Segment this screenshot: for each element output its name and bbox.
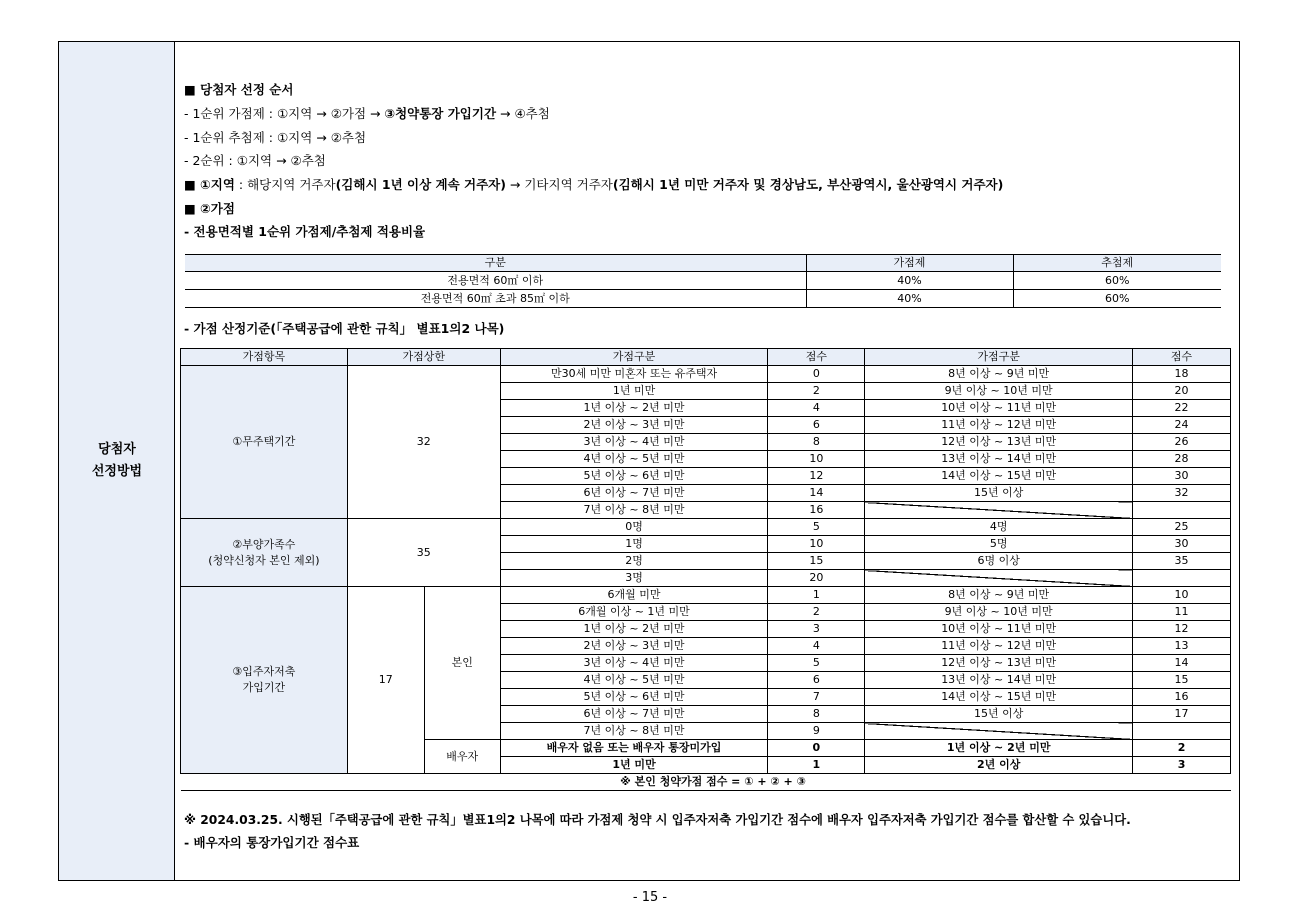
- score-criteria-table: [180, 348, 1231, 791]
- section-label: [59, 439, 175, 483]
- score-formula: ※ 본인 청약가점 점수 = ① + ② + ③: [500, 774, 1230, 791]
- self-label: 본인: [424, 587, 500, 740]
- table-row: 1년 미만 1 2년 이상 3: [181, 757, 1231, 774]
- ratio-header-lottery: 추첨제: [1013, 255, 1221, 272]
- table-row: 1년 미만 2 9년 이상 ~ 10년 미만 20: [181, 383, 1231, 400]
- rank1-lottery-line: - 1순위 추첨제 : ①지역 → ②추첨: [184, 130, 367, 145]
- table-row: ②부양가족수 (청약신청자 본인 제외) 35 0명 5 4명 25: [181, 519, 1231, 536]
- table-row: 3년 이상 ~ 4년 미만 5 12년 이상 ~ 13년 미만 14: [181, 655, 1231, 672]
- table-row: 4년 이상 ~ 5년 미만 10 13년 이상 ~ 14년 미만 28: [181, 451, 1231, 468]
- spouse-table-subheading: - 배우자의 통장가입기간 점수표: [184, 835, 360, 850]
- table-row: 6년 이상 ~ 7년 미만 8 15년 이상 17: [181, 706, 1231, 723]
- criteria-subheading: - 가점 산정기준(「주택공급에 관한 규칙」 별표1의2 나목): [184, 321, 505, 336]
- selection-order-heading: ■ 당첨자 선정 순서: [184, 82, 294, 97]
- g3-max: 17: [347, 587, 424, 774]
- table-row: 전용면적 60㎡ 이하 40% 60%: [185, 272, 1221, 290]
- ratio-table-header: [185, 255, 1221, 272]
- diagonal-cell: [865, 502, 1133, 519]
- table-row: 3년 이상 ~ 4년 미만 8 12년 이상 ~ 13년 미만 26: [181, 434, 1231, 451]
- dependents-group: [181, 519, 1231, 587]
- ratio-table: [185, 254, 1221, 308]
- table-row: 전용면적 60㎡ 초과 85㎡ 이하 40% 60%: [185, 290, 1221, 308]
- table-row: ③입주자저축 가입기간 17 본인 6개월 미만 1 8년 이상 ~ 9년 미만 10: [181, 587, 1231, 604]
- rank1-score-line: - 1순위 가점제 : ①지역 → ②가점 → ③청약통장 가입기간 → ④추첨: [184, 106, 550, 121]
- left-label-column: [59, 42, 175, 880]
- table-row: 2명 15 6명 이상 35: [181, 553, 1231, 570]
- table-row: ①무주택기간 32 만30세 미만 미혼자 또는 유주택자 0 8년 이상 ~ 9년 미만 18: [181, 366, 1231, 383]
- table-row: 1년 이상 ~ 2년 미만 4 10년 이상 ~ 11년 미만 22: [181, 400, 1231, 417]
- table-row: 5년 이상 ~ 6년 미만 7 14년 이상 ~ 15년 미만 16: [181, 689, 1231, 706]
- table-row: 7년 이상 ~ 8년 미만 9: [181, 723, 1231, 740]
- homeless-period-group: [181, 366, 1231, 519]
- table-row: 배우자 배우자 없음 또는 배우자 통장미가입 0 1년 이상 ~ 2년 미만 2: [181, 740, 1231, 757]
- table-row: 2년 이상 ~ 3년 미만 6 11년 이상 ~ 12년 미만 24: [181, 417, 1231, 434]
- table-row: 2년 이상 ~ 3년 미만 4 11년 이상 ~ 12년 미만 13: [181, 638, 1231, 655]
- score-heading: ■ ②가점: [184, 201, 235, 216]
- table-row: 1명 10 5명 30: [181, 536, 1231, 553]
- diagonal-cell: [865, 570, 1133, 587]
- ratio-header-score: 가점제: [806, 255, 1013, 272]
- region-line: ■ ①지역 : 해당지역 거주자(김해시 1년 이상 계속 거주자) → 기타지역 거주자(김해시 1년 미만 거주자 및 경상남도, 부산광역시, 울산광역시 거주자): [184, 177, 1004, 192]
- section-label-line1: 당첨자: [98, 442, 136, 457]
- section-label-line2: 선정방법: [91, 464, 143, 479]
- table-row: 6년 이상 ~ 7년 미만 14 15년 이상 32: [181, 485, 1231, 502]
- g2-max: 35: [347, 519, 500, 587]
- table-row: 4년 이상 ~ 5년 미만 6 13년 이상 ~ 14년 미만 15: [181, 672, 1231, 689]
- table-row: 3명 20: [181, 570, 1231, 587]
- g1-max: 32: [347, 366, 500, 519]
- table-row: 1년 이상 ~ 2년 미만 3 10년 이상 ~ 11년 미만 12: [181, 621, 1231, 638]
- score-formula-row: [181, 774, 1231, 791]
- page-number: - 15 -: [632, 890, 668, 905]
- g2-label: ②부양가족수 (청약신청자 본인 제외): [181, 519, 348, 587]
- g3-label: ③입주자저축 가입기간: [181, 587, 348, 774]
- document-frame: [58, 41, 1240, 881]
- table-row: 5년 이상 ~ 6년 미만 12 14년 이상 ~ 15년 미만 30: [181, 468, 1231, 485]
- ratio-subheading: - 전용면적별 1순위 가점제/추첨제 적용비율: [184, 224, 426, 239]
- g1-label: ①무주택기간: [181, 366, 348, 519]
- rank2-line: - 2순위 : ①지역 → ②추첨: [184, 153, 326, 168]
- score-table-header: 가점항목 가점상한 가점구분 점수 가점구분 점수: [181, 349, 1231, 366]
- diagonal-cell: [865, 723, 1133, 740]
- spouse-label: 배우자: [424, 740, 500, 774]
- ratio-header-category: 구분: [185, 255, 806, 272]
- table-row: 6개월 이상 ~ 1년 미만 2 9년 이상 ~ 10년 미만 11: [181, 604, 1231, 621]
- table-row: 7년 이상 ~ 8년 미만 16: [181, 502, 1231, 519]
- spouse-notice: ※ 2024.03.25. 시행된「주택공급에 관한 규칙」별표1의2 나목에 따라 가점제 청약 시 입주자저축 가입기간 점수에 배우자 입주자저축 가입기간 점수를 합산할 수 있습니다.: [184, 813, 1131, 827]
- savings-period-group: [181, 587, 1231, 774]
- content-area: [175, 42, 1239, 880]
